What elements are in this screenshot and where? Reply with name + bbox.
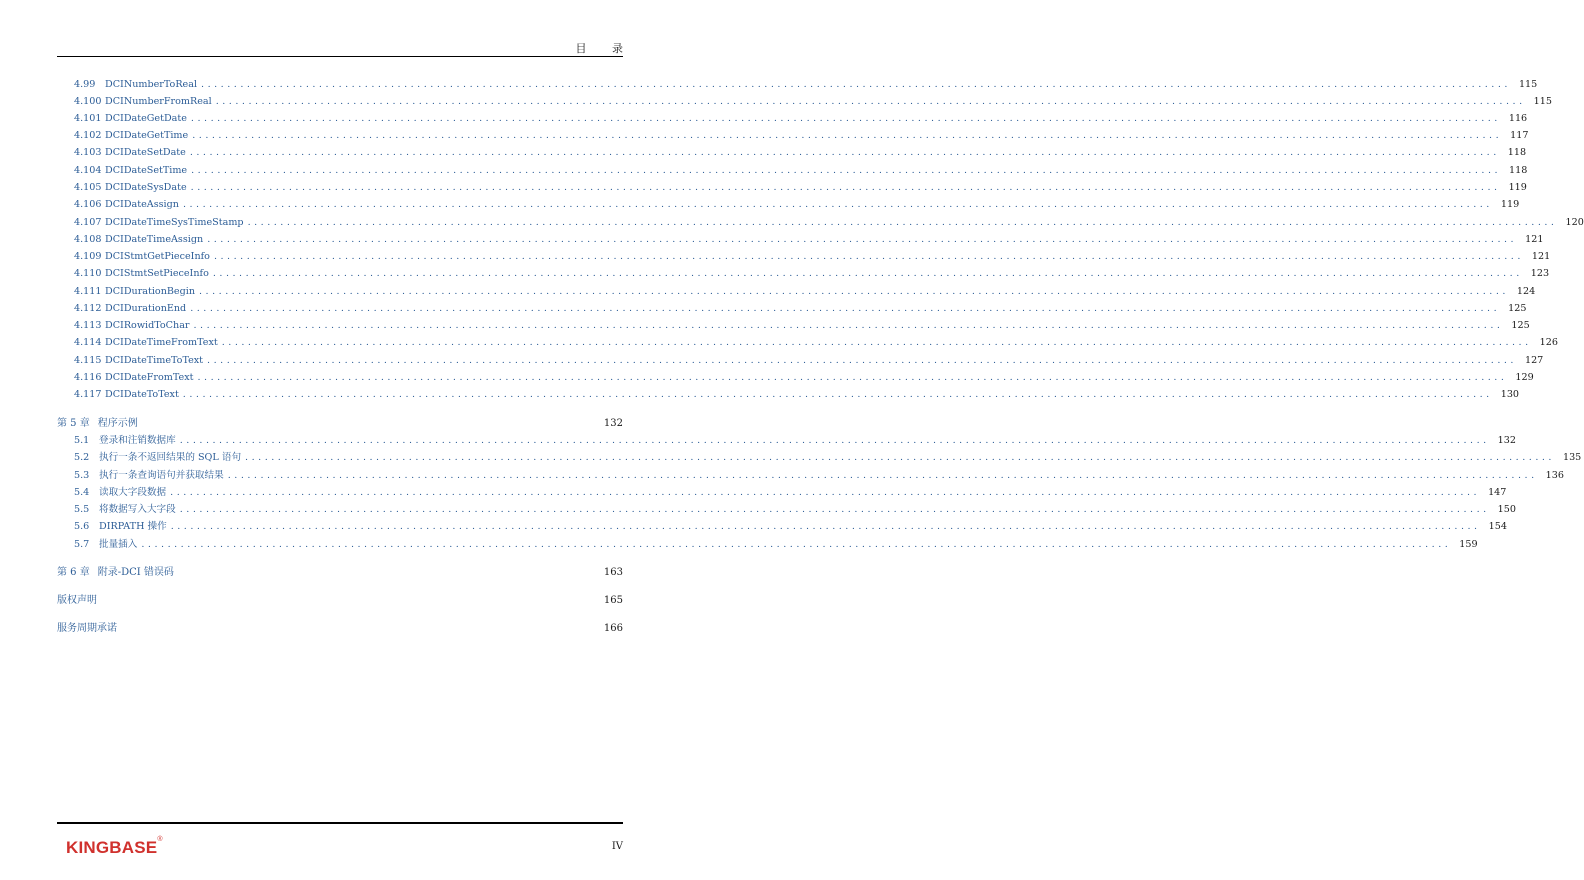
copyright-page: 165 [603, 595, 623, 606]
section-page: 159 [1459, 539, 1478, 550]
toc-entry[interactable] [74, 371, 1534, 385]
chapter-page: 163 [603, 567, 623, 578]
toc-section[interactable] [74, 451, 1582, 465]
toc-entry-page: 121 [1531, 251, 1551, 262]
toc-chapter-6[interactable] [57, 566, 623, 580]
leader-dots: ........................................................................................................................................................................................................ [201, 79, 1511, 90]
page-header-title: 目 录 [575, 42, 634, 55]
toc-entry-title: DCIDateAssign [105, 199, 179, 210]
section-page: 150 [1497, 504, 1516, 515]
section-title: 将数据写入大字段 [99, 504, 176, 515]
toc-entry-number: 4.116 [74, 372, 102, 383]
toc-entry-page: 119 [1500, 199, 1520, 210]
toc-entry-title: DCIStmtGetPieceInfo [105, 251, 210, 262]
leader-dots: ........................................................................................................................................................................................................ [141, 539, 1452, 550]
leader-dots: ........................................................................................................................................................................................................ [207, 234, 1518, 245]
toc-entry-number: 4.100 [74, 96, 102, 107]
toc-entry-number: 4.102 [74, 130, 102, 141]
toc-entry-title: DCIDateTimeToText [105, 355, 204, 366]
section-title: 执行一条查询语句并获取结果 [99, 470, 224, 481]
section-page: 147 [1488, 487, 1507, 498]
toc-entry-number: 4.99 [74, 79, 96, 90]
toc-entry-page: 126 [1539, 337, 1558, 348]
chapter-page: 132 [603, 418, 623, 429]
toc-entry-page: 127 [1524, 355, 1544, 366]
toc-entry-number: 4.103 [74, 147, 102, 158]
leader-dots: ........................................................................................................................................................................................................ [197, 372, 1508, 383]
section-page: 154 [1488, 521, 1507, 532]
leader-dots: ........................................................................................................................................................................................................ [179, 504, 1490, 515]
kingbase-logo [66, 838, 163, 858]
toc-section[interactable] [74, 503, 1516, 517]
toc-entry-title: DCIDurationEnd [105, 303, 187, 314]
leader-dots: ........................................................................................................................................................................................................ [215, 96, 1526, 107]
toc-entry[interactable] [74, 336, 1558, 350]
toc-entry-page: 115 [1533, 96, 1552, 107]
toc-entry-number: 4.105 [74, 182, 102, 193]
toc-entry[interactable] [74, 164, 1528, 178]
toc-entry-title: DCIDateSysDate [105, 182, 187, 193]
toc-entry[interactable] [74, 78, 1538, 92]
toc-entry[interactable] [74, 388, 1520, 402]
section-page: 136 [1545, 470, 1564, 481]
leader-dots: ........................................................................................................................................................................................................ [247, 217, 1558, 228]
section-title: 读取大字段数据 [99, 487, 167, 498]
toc-entry-title: DCINumberFromReal [105, 96, 212, 107]
copyright-title: 版权声明 [57, 595, 97, 606]
leader-dots: ........................................................................................................................................................................................................ [179, 435, 1490, 446]
section-number: 5.6 [74, 521, 90, 532]
toc-entry-number: 4.106 [74, 199, 102, 210]
toc-entry-number: 4.104 [74, 165, 102, 176]
footer-rule [57, 822, 623, 824]
toc-entry-number: 4.115 [74, 355, 102, 366]
leader-dots: ........................................................................................................................................................................................................ [170, 521, 1481, 532]
toc-section[interactable] [74, 520, 1507, 534]
leader-dots: ........................................................................................................................................................................................................ [170, 487, 1481, 498]
toc-entry-number: 4.107 [74, 217, 102, 228]
toc-entry[interactable] [74, 181, 1527, 195]
section-number: 5.7 [74, 539, 90, 550]
toc-service[interactable] [57, 622, 623, 636]
toc-entry-title: DCIDateGetTime [105, 130, 189, 141]
section-title: 批量插入 [99, 539, 138, 550]
toc-chapter-5[interactable] [57, 417, 623, 431]
chapter-number: 第 5 章 [57, 418, 90, 429]
toc-entry[interactable] [74, 302, 1527, 316]
leader-dots: ........................................................................................................................................................................................................ [207, 355, 1517, 366]
toc-entry[interactable] [74, 319, 1530, 333]
toc-entry-number: 4.109 [74, 251, 102, 262]
section-number: 5.2 [74, 452, 90, 463]
service-title: 服务周期承诺 [57, 623, 117, 634]
toc-entry[interactable] [74, 112, 1528, 126]
toc-entry-number: 4.111 [74, 286, 102, 297]
toc-entry-title: DCIRowidToChar [105, 320, 190, 331]
toc-entry-page: 115 [1518, 79, 1538, 90]
registered-mark: ® [157, 836, 163, 843]
header-rule [57, 56, 623, 57]
toc-section[interactable] [74, 538, 1478, 552]
toc-entry-page: 121 [1525, 234, 1544, 245]
page-number: IV [611, 841, 623, 852]
section-number: 5.5 [74, 504, 90, 515]
section-number: 5.1 [74, 435, 90, 446]
toc-entry-number: 4.101 [74, 113, 102, 124]
chapter-number: 第 6 章 [57, 567, 90, 578]
toc-entry[interactable] [74, 216, 1584, 230]
toc-entry-title: DCIDurationBegin [105, 286, 195, 297]
leader-dots: ........................................................................................................................................................................................................ [192, 130, 1503, 141]
toc-entry-title: DCINumberToReal [105, 79, 198, 90]
toc-copyright[interactable] [57, 594, 623, 608]
toc-entry-page: 120 [1565, 217, 1584, 228]
service-page: 166 [603, 623, 623, 634]
toc-entry-number: 4.112 [74, 303, 102, 314]
logo-text: KINGBASE [66, 838, 158, 857]
toc-entry-page: 130 [1500, 389, 1520, 400]
toc-entry[interactable] [74, 354, 1544, 368]
toc-entry-page: 118 [1509, 165, 1528, 176]
toc-entry[interactable] [74, 129, 1529, 143]
section-page: 132 [1497, 435, 1516, 446]
toc-entry[interactable] [74, 95, 1552, 109]
leader-dots: ........................................................................................................................................................................................................ [199, 286, 1509, 297]
toc-entry-number: 4.114 [74, 337, 102, 348]
toc-entry-page: 117 [1510, 130, 1529, 141]
leader-dots: ........................................................................................................................................................................................................ [213, 251, 1524, 262]
leader-dots: ........................................................................................................................................................................................................ [227, 470, 1538, 481]
toc-section[interactable] [74, 486, 1507, 500]
toc-entry-title: DCIDateTimeSysTimeStamp [105, 217, 244, 228]
toc-entry-number: 4.110 [74, 268, 102, 279]
toc-entry-number: 4.108 [74, 234, 102, 245]
leader-dots: ........................................................................................................................................................................................................ [190, 182, 1501, 193]
toc-entry-page: 129 [1515, 372, 1534, 383]
toc-entry-page: 123 [1530, 268, 1550, 279]
leader-dots: ........................................................................................................................................................................................................ [191, 165, 1502, 176]
toc-entry-number: 4.113 [74, 320, 102, 331]
toc-entry-page: 116 [1508, 113, 1528, 124]
section-title: 执行一条不返回结果的 SQL 语句 [99, 452, 242, 463]
section-page: 135 [1562, 452, 1582, 463]
toc-entry-title: DCIDateToText [105, 389, 179, 400]
toc-entry-page: 119 [1508, 182, 1527, 193]
leader-dots: ........................................................................................................................................................................................................ [212, 268, 1523, 279]
toc-entry[interactable] [74, 285, 1536, 299]
leader-dots: ........................................................................................................................................................................................................ [189, 147, 1500, 158]
toc-entry[interactable] [74, 267, 1550, 281]
toc-entry-page: 125 [1508, 303, 1527, 314]
toc-entry[interactable] [74, 146, 1527, 160]
toc-section[interactable] [74, 469, 1564, 483]
section-title: 登录和注销数据库 [99, 435, 176, 446]
leader-dots: ........................................................................................................................................................................................................ [182, 389, 1493, 400]
section-number: 5.4 [74, 487, 90, 498]
toc-entry[interactable] [74, 250, 1551, 264]
toc-section[interactable] [74, 434, 1516, 448]
toc-entry-page: 124 [1516, 286, 1536, 297]
toc-entry[interactable] [74, 198, 1520, 212]
leader-dots: ........................................................................................................................................................................................................ [182, 199, 1493, 210]
leader-dots: ........................................................................................................................................................................................................ [245, 452, 1555, 463]
toc-entry-title: DCIDateSetTime [105, 165, 188, 176]
chapter-title: 程序示例 [97, 418, 138, 429]
toc-entry-number: 4.117 [74, 389, 102, 400]
toc-entry[interactable] [74, 233, 1544, 247]
toc-entry-title: DCIStmtSetPieceInfo [105, 268, 209, 279]
toc-entry-title: DCIDateTimeFromText [105, 337, 218, 348]
chapter-title: 附录-DCI 错误码 [97, 567, 174, 578]
toc-entry-title: DCIDateGetDate [105, 113, 187, 124]
leader-dots: ........................................................................................................................................................................................................ [190, 303, 1501, 314]
section-title: DIRPATH 操作 [99, 521, 167, 532]
toc-entry-title: DCIDateTimeAssign [105, 234, 204, 245]
leader-dots: ........................................................................................................................................................................................................ [190, 113, 1501, 124]
leader-dots: ........................................................................................................................................................................................................ [193, 320, 1504, 331]
toc-entry-page: 125 [1511, 320, 1530, 331]
toc-entry-page: 118 [1507, 147, 1527, 158]
toc-entry-title: DCIDateFromText [105, 372, 194, 383]
leader-dots: ........................................................................................................................................................................................................ [221, 337, 1532, 348]
section-number: 5.3 [74, 470, 90, 481]
toc-entry-title: DCIDateSetDate [105, 147, 186, 158]
